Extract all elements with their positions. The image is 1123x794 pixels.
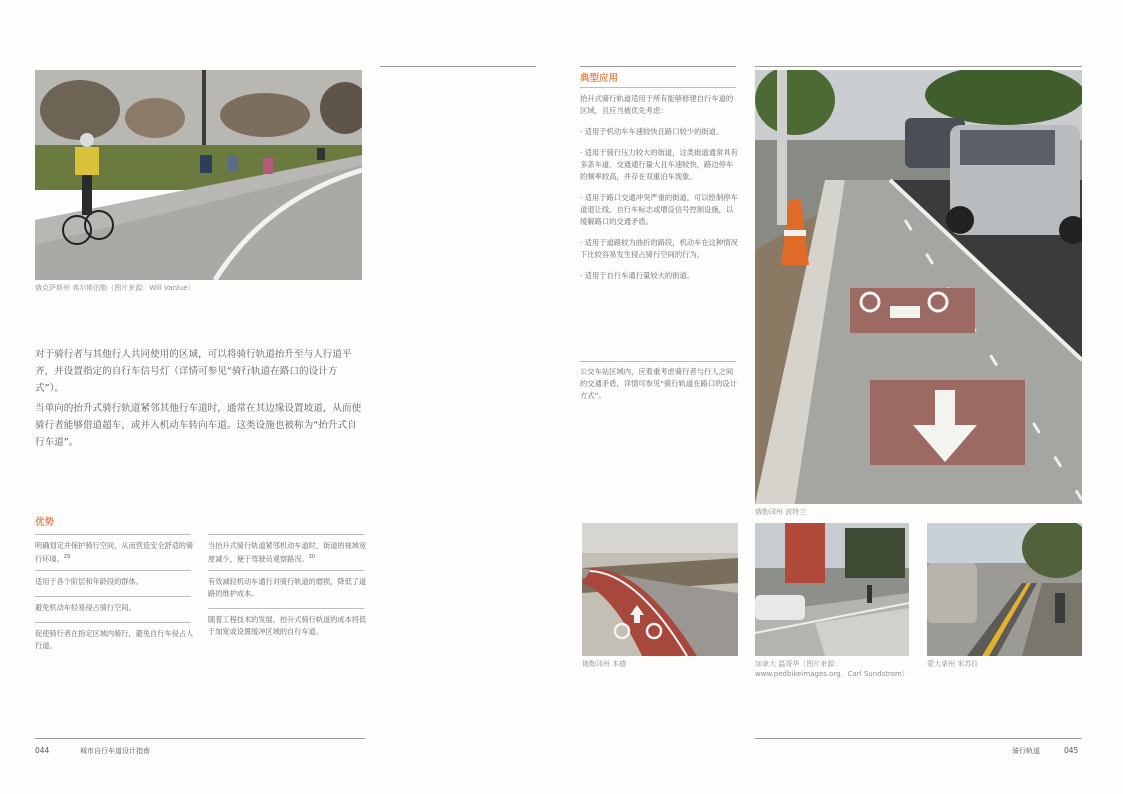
missoula-photo: [927, 523, 1082, 656]
paragraph-1: 对于骑行者与其他行人共同使用的区域，可以将骑行轨道抬升至与人行道平齐，并设置指定的自行车信号灯（详情可参见“骑行轨道在路口的设计方式”）。: [35, 349, 352, 394]
portland-photo-caption: 俄勒冈州 波特兰: [755, 508, 807, 516]
adv-col1-rule-3: [35, 622, 191, 623]
page-number-left: 044: [35, 746, 50, 755]
adv-col2-rule-1: [208, 570, 364, 571]
book-title: 城市自行车道设计指南: [80, 747, 150, 755]
adv-col2-ref: 30: [308, 553, 316, 560]
paragraph-2: 当单向的抬升式骑行轨道紧邻其他行车道时，通常在其边缘设置坡道，从而使骑行者能够借道超车，或并入机动车转向车道。这类设施也被称为“抬升式自行车道”。: [35, 403, 362, 448]
typical-note-rule: [580, 361, 736, 362]
missoula-photo-caption: 蒙大拿州 米苏拉: [927, 660, 979, 668]
adv-col2-item-0: [208, 540, 368, 564]
adv-col2-rule-0: [208, 534, 364, 535]
adv-col2-item-2: 随着工程技术的发展，抬升式骑行轨道的成本将低于加宽或设置缓冲区域的自行车道。: [208, 615, 367, 636]
portland-photo-art: [755, 70, 1082, 504]
typical-title-rule: [580, 87, 736, 88]
adv-col2-rule-2: [208, 608, 364, 609]
cyclists-photo-caption: 俄克萨斯州 弗尔斯伯勒（图片来源：Will Vanlue）: [35, 284, 195, 292]
bend-photo-caption: 俄勒冈州 本德: [582, 660, 627, 668]
bend-photo: [582, 523, 738, 656]
typical-applications-title: 典型应用: [580, 73, 619, 84]
missoula-photo-art: [927, 523, 1082, 656]
footer-rule-right: [755, 738, 1082, 739]
header-rule-left: [380, 66, 536, 67]
vancouver-photo-caption: 加拿大 温哥华（图片来源：www.pedbikeimages.org，Carl Sundstrom）: [755, 660, 909, 678]
typical-applications-list: [580, 93, 738, 288]
chapter-title: 骑行轨道: [1012, 747, 1040, 755]
header-rule-right-2: [755, 66, 1082, 67]
typical-bullet-4: · 适用于道路较为曲折的路段，机动车在这种情况下比较容易发生侵占骑行空间的行为。: [580, 238, 738, 259]
adv-col1-item-0-text: 明确划定并保护骑行空间，从而营造安全舒适的骑行环境。: [35, 541, 194, 563]
page-number-right: 045: [1064, 746, 1079, 755]
adv-col1-item-0: [35, 540, 195, 564]
header-rule-right-1: [580, 66, 736, 67]
typical-bullet-1: · 适用于机动车车速较快且路口较少的街道。: [580, 127, 724, 136]
cyclists-photo: [35, 70, 362, 280]
footer-rule-left: [35, 738, 365, 739]
adv-col1-item-1: 适用于各个阶层和年龄段的群体。: [35, 577, 143, 586]
adv-col1-rule-2: [35, 596, 191, 597]
adv-col1-rule-0: [35, 534, 191, 535]
typical-bullet-2: · 适用于骑行压力较大的街道，这类街道通常具有多条车道、交通通行量大且车速较快，路边停车的频率较高，并存在双重泊车现象。: [580, 148, 738, 181]
typical-bullet-5: · 适用于自行车通行量较大的街道。: [580, 271, 695, 280]
bend-photo-art: [582, 523, 738, 656]
typical-note: 公交车站区域内，应着重考虑骑行者与行人之间的交通矛盾，详情可参见“骑行轨道在路口的设计方式”。: [580, 367, 738, 400]
adv-col2-item-0-text: 当抬升式骑行轨道紧邻机动车道时，街道的视域宽度减少，便于驾驶员观察路况。: [208, 541, 367, 563]
cyclists-photo-art: [35, 70, 362, 280]
typical-intro: 抬升式骑行轨道适用于所有能够修建自行车道的区域，且应当被优先考虑：: [580, 94, 734, 115]
adv-col1-item-2: 避免机动车轻易侵占骑行空间。: [35, 603, 136, 612]
vancouver-photo-art: [755, 523, 909, 656]
portland-photo: [755, 70, 1082, 504]
typical-bullet-3: · 适用于路口交通冲突严重的街道，可以绘制停车道退让线、自行车标志或增设信号控制设施，以缓解路口的交通矛盾。: [580, 193, 738, 226]
adv-col1-ref: 29: [63, 553, 71, 560]
vancouver-photo: [755, 523, 909, 656]
advantages-title: 优势: [35, 517, 55, 528]
adv-col2-item-1: 有效减轻机动车通行对骑行轨道的磨损，降低了道路的维护成本。: [208, 577, 367, 598]
adv-col1-rule-1: [35, 570, 191, 571]
adv-col1-item-3: 促使骑行者在指定区域内骑行，避免自行车侵占人行道。: [35, 629, 194, 650]
